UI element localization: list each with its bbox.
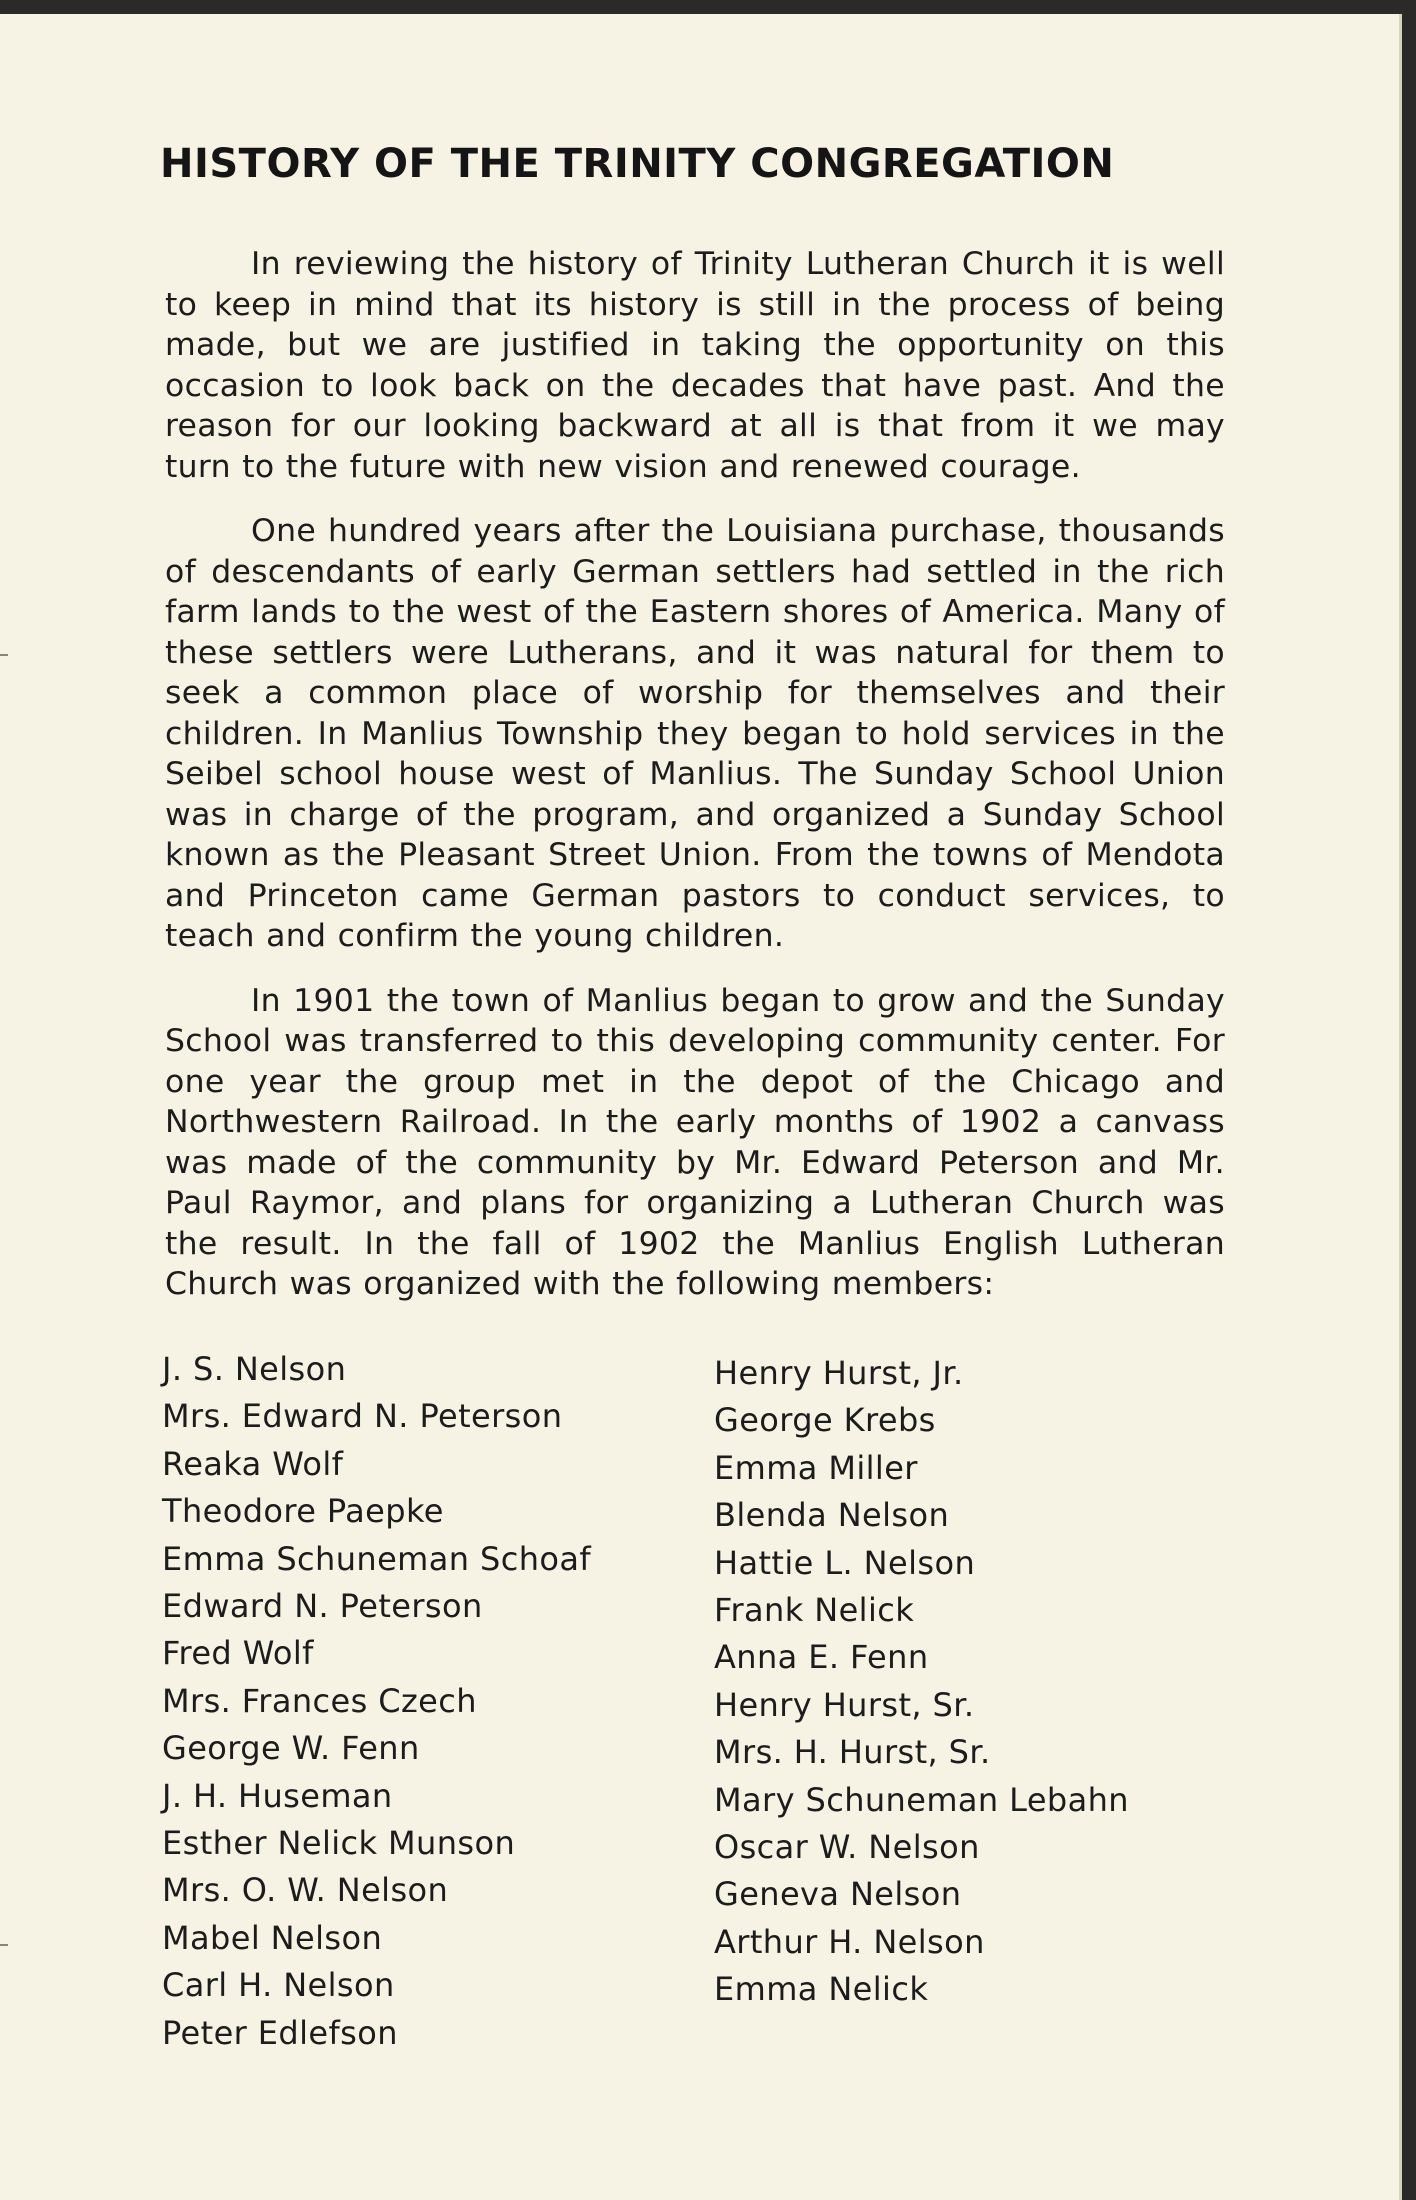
member-name: Mrs. Frances Czech [162,1681,477,1720]
member-name: Mrs. O. W. Nelson [162,1871,449,1910]
paragraph: One hundred years after the Louisiana purchase, thousands of descendants of early German settlers had settled in the rich farm lands to the west of the Eastern shores of America. Many of these settlers were Lutherans, and it was natural for them to seek a common place of worship for themselves and their children. In Manlius Township they began to hold services in the Seibel school house west of Manlius. The Sunday School Union was in charge of the program, and organized a Sunday School known as the Pleasant Street Union. From the towns of Mendota and Princeton came German pastors to conduct services, to teach and confirm the young children. [165,513,1225,954]
member-column-left [162,1346,714,2057]
member-name: Mrs. Edward N. Peterson [162,1397,563,1436]
member-name: Mary Schuneman Lebahn [714,1780,1129,1819]
member-column-right [714,1346,1129,2057]
member-name: Frank Nelick [714,1591,915,1630]
page-title: HISTORY OF THE TRINITY CONGREGATION [160,141,1115,187]
member-name: Mabel Nelson [162,1918,383,1957]
member-name: Emma Nelick [714,1970,929,2009]
member-name: Edward N. Peterson [162,1587,483,1626]
member-name: J. H. Huseman [162,1776,393,1815]
paragraph: In 1901 the town of Manlius began to grow and the Sunday School was transferred to this developing community center. For one year the group met in the depot of the Chicago and Northwestern Railroad. In the early months of 1902 a canvass was made of the community by Mr. Edward Peterson and Mr. Paul Raymor, and plans for organizing a Lutheran Church was the result. In the fall of 1902 the Manlius English Lutheran Church was organized with the following members: [165,982,1225,1302]
paragraph: In reviewing the history of Trinity Lutheran Church it is well to keep in mind that its history is still in the process of being made, but we are justified in taking the opportunity on this occasion to look back on the decades that have past. And the reason for our looking backward at all is that from it we may turn to the future with new vision and renewed courage. [165,246,1225,485]
member-name: Anna E. Fenn [714,1638,929,1677]
member-name: Emma Miller [714,1448,918,1487]
member-name: J. S. Nelson [162,1350,347,1388]
member-name: Oscar W. Nelson [714,1828,980,1867]
document-page [0,14,1402,2200]
member-name: Geneva Nelson [714,1875,962,1914]
member-name: Henry Hurst, Jr. [714,1354,964,1392]
binding-mark [0,1944,8,1946]
member-name: Theodore Paepke [162,1492,444,1531]
member-name: Mrs. H. Hurst, Sr. [714,1733,991,1772]
member-name: Emma Schuneman Schoaf [162,1539,592,1578]
member-name: Esther Nelick Munson [162,1824,516,1863]
body-text [165,244,1225,1329]
member-name: Hattie L. Nelson [714,1543,976,1582]
member-name: Carl H. Nelson [162,1966,395,2005]
member-name: Blenda Nelson [714,1496,950,1535]
member-name: Arthur H. Nelson [714,1922,985,1961]
member-name: Fred Wolf [162,1634,314,1673]
member-list [162,1346,1162,2057]
binding-mark [0,654,8,656]
member-name: Peter Edlefson [162,2013,398,2052]
member-name: George W. Fenn [162,1729,420,1768]
member-name: Reaka Wolf [162,1444,344,1483]
member-name: George Krebs [714,1401,936,1440]
member-name: Henry Hurst, Sr. [714,1685,975,1724]
